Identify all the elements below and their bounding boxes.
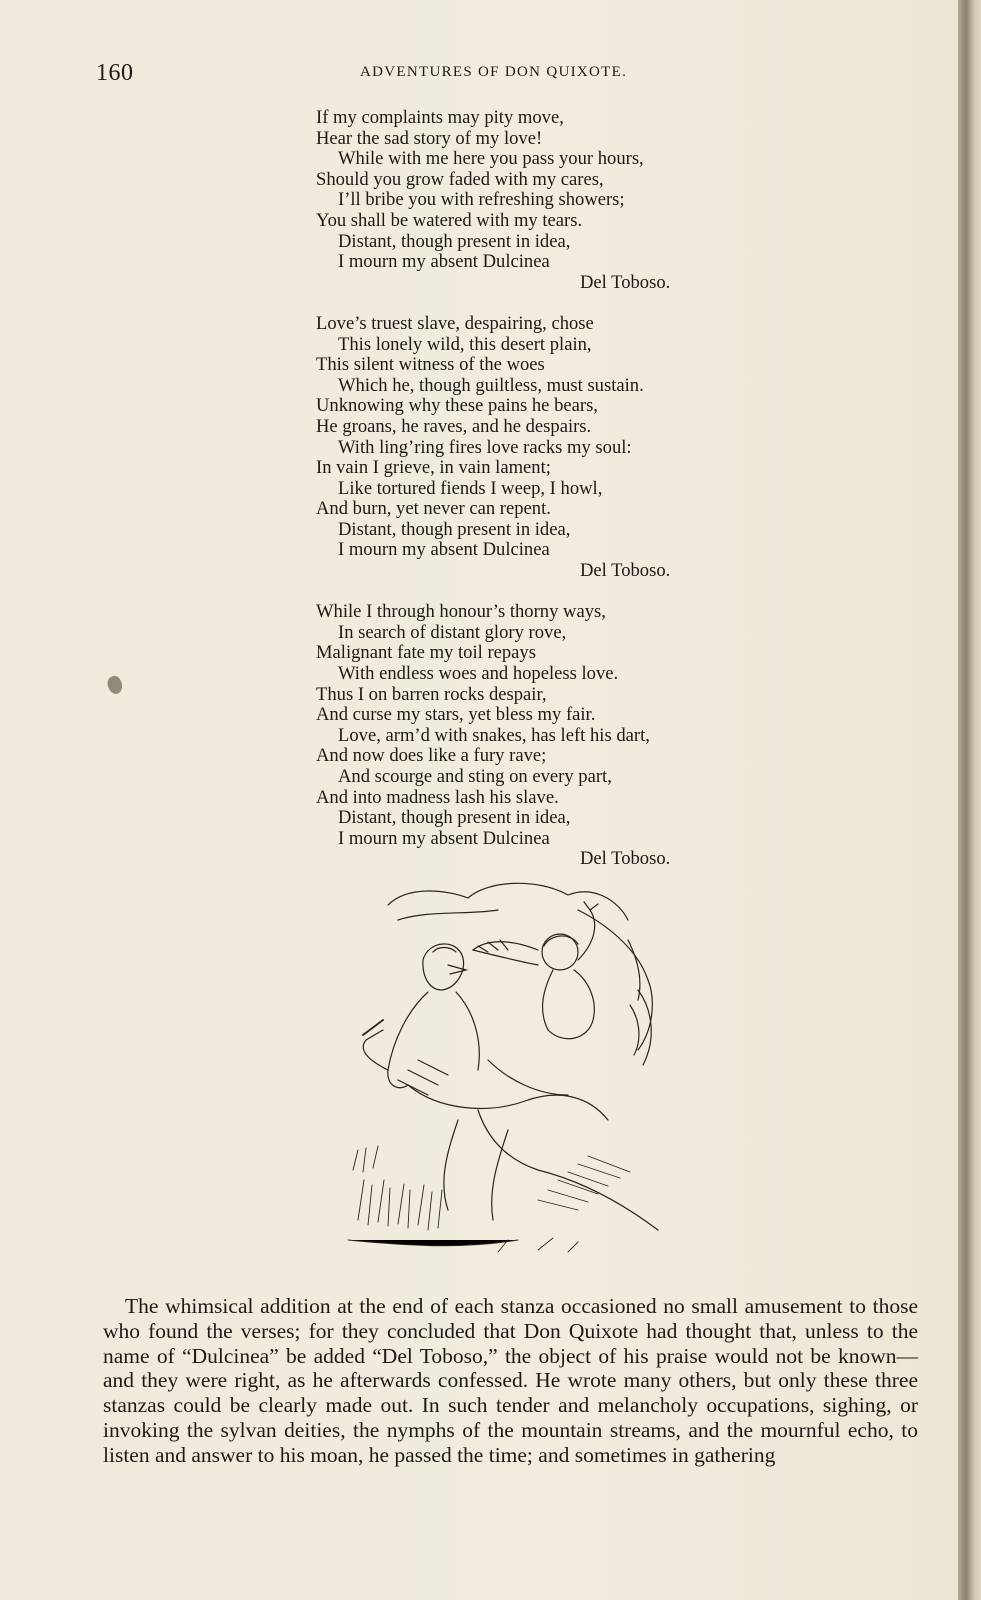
poem-line: He groans, he raves, and he despairs. bbox=[316, 415, 592, 437]
poem-line: This silent witness of the woes bbox=[316, 354, 545, 376]
poem-line: Malignant fate my toil repays bbox=[316, 642, 536, 664]
poem-line: I mourn my absent Dulcinea bbox=[338, 827, 550, 849]
ink-stain bbox=[105, 674, 125, 696]
poem-line: You shall be watered with my tears. bbox=[316, 209, 583, 231]
poem-line: This lonely wild, this desert plain, bbox=[338, 333, 592, 355]
stanza bbox=[316, 602, 736, 870]
refrain-line: Del Toboso. bbox=[580, 848, 671, 870]
poem-line: While with me here you pass your hours, bbox=[338, 148, 644, 170]
poem-line: I’ll bribe you with refreshing showers; bbox=[338, 189, 625, 211]
stanza bbox=[316, 108, 736, 293]
poem-line: Love’s truest slave, despairing, chose bbox=[316, 312, 594, 334]
poem-line: Distant, though present in idea, bbox=[338, 518, 571, 540]
poem-line: Distant, though present in idea, bbox=[338, 807, 571, 829]
page-number: 160 bbox=[96, 60, 134, 86]
refrain-line: Del Toboso. bbox=[580, 560, 671, 582]
engraving-illustration bbox=[338, 880, 683, 1255]
poem-line: In vain I grieve, in vain lament; bbox=[316, 457, 551, 479]
page-edge-shadow bbox=[958, 0, 981, 1600]
poem-line: With endless woes and hopeless love. bbox=[338, 663, 619, 685]
poem-line: While I through honour’s thorny ways, bbox=[316, 601, 606, 623]
poem-line: And now does like a fury rave; bbox=[316, 745, 547, 767]
poem-line: I mourn my absent Dulcinea bbox=[338, 539, 550, 561]
poem-line: With ling’ring fires love racks my soul: bbox=[338, 436, 632, 458]
poem-line: Hear the sad story of my love! bbox=[316, 127, 543, 149]
stanza bbox=[316, 314, 736, 582]
poem-line: Thus I on barren rocks despair, bbox=[316, 683, 547, 705]
poem-line: Distant, though present in idea, bbox=[338, 230, 571, 252]
poem-line: Unknowing why these pains he bears, bbox=[316, 395, 598, 417]
prose-paragraph: The whimsical addition at the end of each stanza occasioned no small amusement to those who found the verses; for they concluded that Don Quixote had thought that, unless to the name of “Dulcinea” be added “Del Toboso,” the object of his praise would not be known—and they were right, as he afterwards confessed. He wrote many others, but only these three stanzas could be clearly made out. In such tender and melancholy occupations, sighing, or invoking the sylvan deities, the nymphs of the mountain streams, and the mournful echo, to listen and answer to his moan, he passed the time; and sometimes in gathering bbox=[103, 1294, 918, 1467]
poem-line: And scourge and sting on every part, bbox=[338, 766, 612, 787]
poem bbox=[316, 108, 736, 891]
poem-line: I mourn my absent Dulcinea bbox=[338, 251, 550, 273]
running-title: ADVENTURES OF DON QUIXOTE. bbox=[360, 64, 628, 80]
poem-line: In search of distant glory rove, bbox=[338, 621, 567, 643]
poem-line: Like tortured fiends I weep, I howl, bbox=[338, 477, 603, 499]
poem-line: Should you grow faded with my cares, bbox=[316, 168, 604, 190]
refrain-line: Del Toboso. bbox=[580, 271, 671, 293]
poem-line: Love, arm’d with snakes, has left his dart, bbox=[338, 724, 650, 746]
poem-line: And burn, yet never can repent. bbox=[316, 498, 551, 520]
poem-line: Which he, though guiltless, must sustain. bbox=[338, 374, 644, 396]
poem-line: And into madness lash his slave. bbox=[316, 786, 559, 808]
poem-line: And curse my stars, yet bless my fair. bbox=[316, 704, 596, 726]
poem-line: If my complaints may pity move, bbox=[316, 107, 564, 128]
